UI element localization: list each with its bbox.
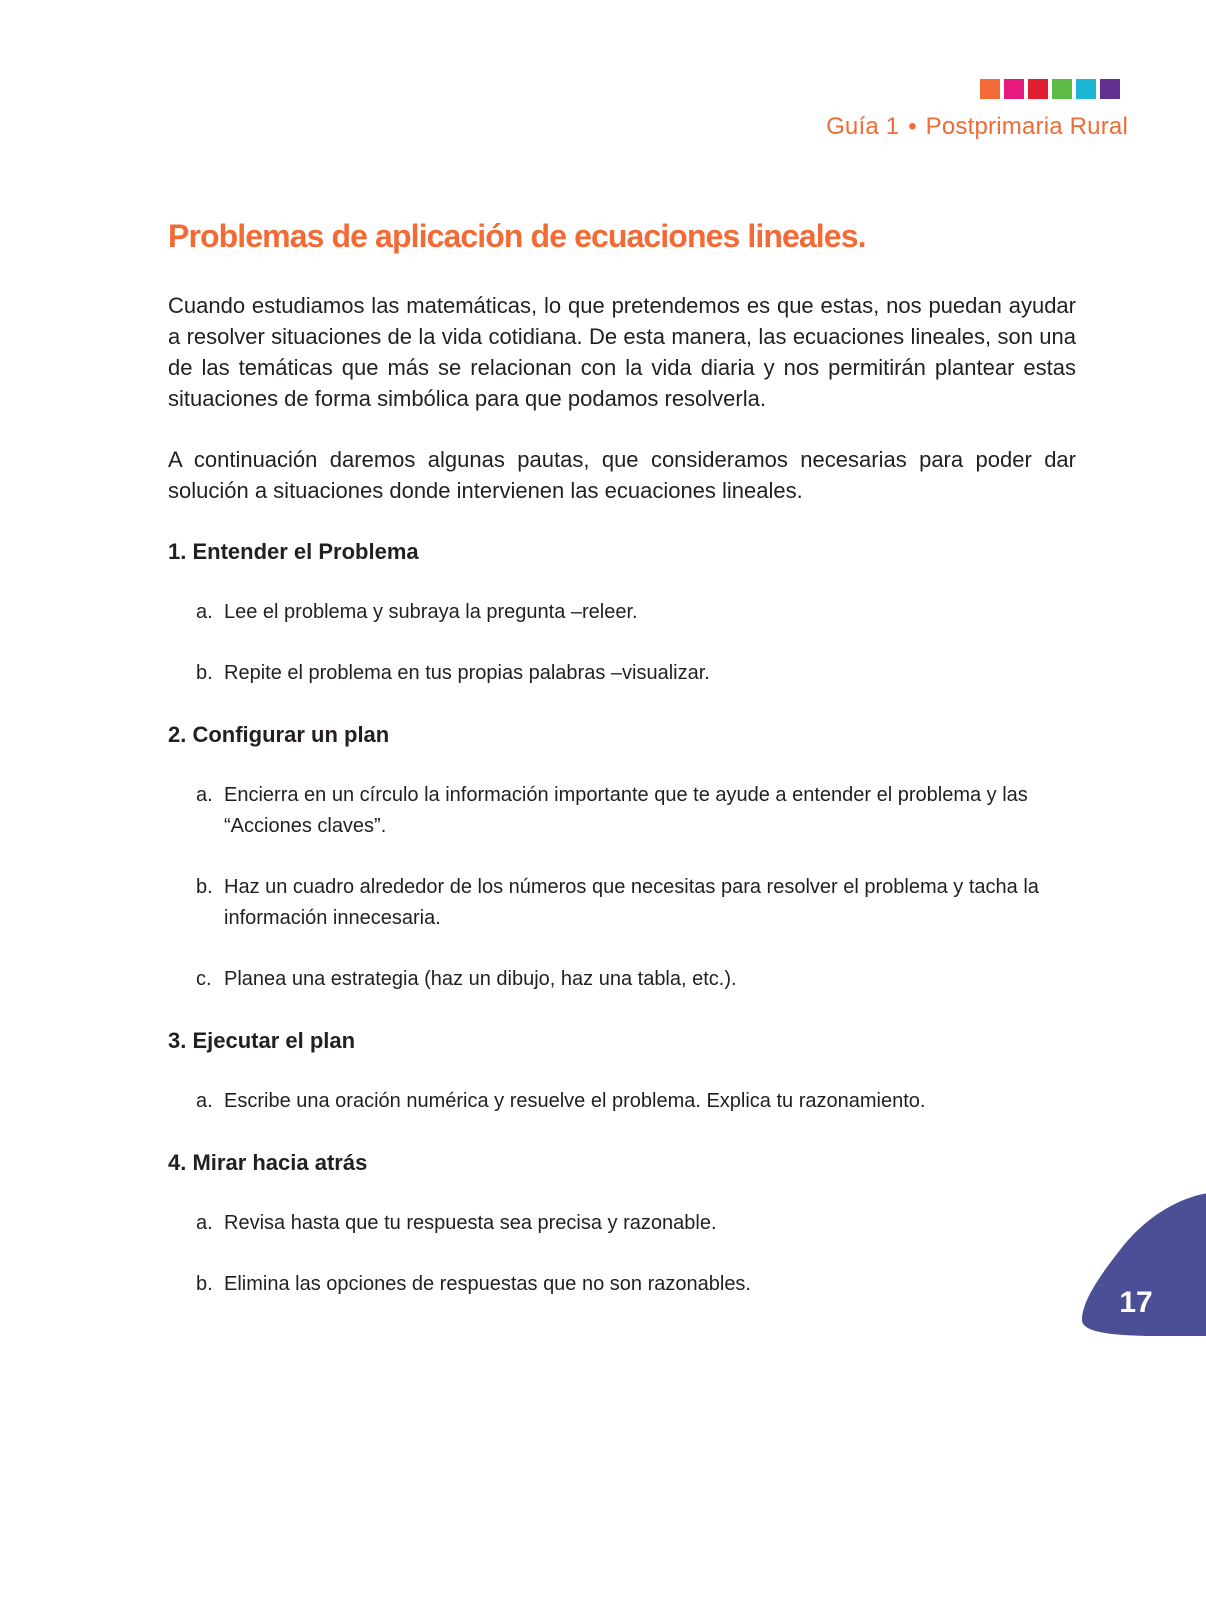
item-text: Encierra en un círculo la información importante que te ayude a entender el problema y las “Acciones claves”.: [224, 784, 1028, 837]
section-3: [168, 1025, 1076, 1117]
list-item: [196, 780, 1076, 842]
section-4: [168, 1147, 1076, 1300]
intro-paragraph-2: A continuación daremos algunas pautas, que consideramos necesarias para poder dar solución a situaciones donde intervienen las ecuaciones lineales.: [168, 447, 1076, 503]
item-letter: b.: [196, 662, 213, 684]
item-letter: a.: [196, 784, 213, 806]
list-item: [196, 658, 1076, 689]
color-swatch-magenta: [1004, 79, 1024, 99]
intro-paragraph-1: Cuando estudiamos las matemáticas, lo que pretendemos es que estas, nos puedan ayudar a resolver situaciones de la vida cotidiana. De esta manera, las ecuaciones lineales, son una de las temáticas que más se relacionan con la vida diaria y nos permitirán plantear estas situaciones de forma simbólica para que podamos resolverla.: [168, 293, 1076, 411]
section-2: [168, 719, 1076, 995]
item-text: Planea una estrategia (haz un dibujo, haz una tabla, etc.).: [224, 968, 737, 990]
running-header: [826, 113, 1128, 141]
list-item: [196, 597, 1076, 628]
color-swatch-purple: [1100, 79, 1120, 99]
list-item: [196, 872, 1076, 934]
section-1: [168, 536, 1076, 689]
list-item: [196, 1086, 1076, 1117]
color-strip: [980, 79, 1120, 99]
item-text: Elimina las opciones de respuestas que no son razonables.: [224, 1273, 751, 1295]
section-heading: 1. Entender el Problema: [168, 539, 419, 564]
page-title: Problemas de aplicación de ecuaciones lineales.: [168, 218, 866, 254]
page-number: 17: [1119, 1286, 1153, 1319]
item-letter: a.: [196, 1212, 213, 1234]
section-heading: 2. Configurar un plan: [168, 722, 390, 747]
item-text: Repite el problema en tus propias palabras –visualizar.: [224, 662, 710, 684]
item-letter: b.: [196, 876, 213, 898]
item-letter: a.: [196, 601, 213, 623]
header-separator: •: [908, 113, 917, 140]
section-heading: 3. Ejecutar el plan: [168, 1028, 356, 1053]
list-item: [196, 1269, 1076, 1300]
item-text: Lee el problema y subraya la pregunta –releer.: [224, 601, 638, 623]
item-letter: b.: [196, 1273, 213, 1295]
main-content: [168, 290, 1076, 1330]
header-guide: Guía 1: [826, 113, 900, 140]
item-text: Haz un cuadro alrededor de los números que necesitas para resolver el problema y tacha la información innecesaria.: [224, 876, 1039, 929]
list-item: [196, 964, 1076, 995]
item-letter: c.: [196, 968, 212, 990]
item-letter: a.: [196, 1090, 213, 1112]
color-swatch-red: [1028, 79, 1048, 99]
header-program: Postprimaria Rural: [925, 113, 1128, 140]
section-heading: 4. Mirar hacia atrás: [168, 1150, 368, 1175]
item-text: Revisa hasta que tu respuesta sea precisa y razonable.: [224, 1212, 717, 1234]
color-swatch-cyan: [1076, 79, 1096, 99]
color-swatch-orange: [980, 79, 1000, 99]
list-item: [196, 1208, 1076, 1239]
color-swatch-green: [1052, 79, 1072, 99]
item-text: Escribe una oración numérica y resuelve el problema. Explica tu razonamiento.: [224, 1090, 926, 1112]
